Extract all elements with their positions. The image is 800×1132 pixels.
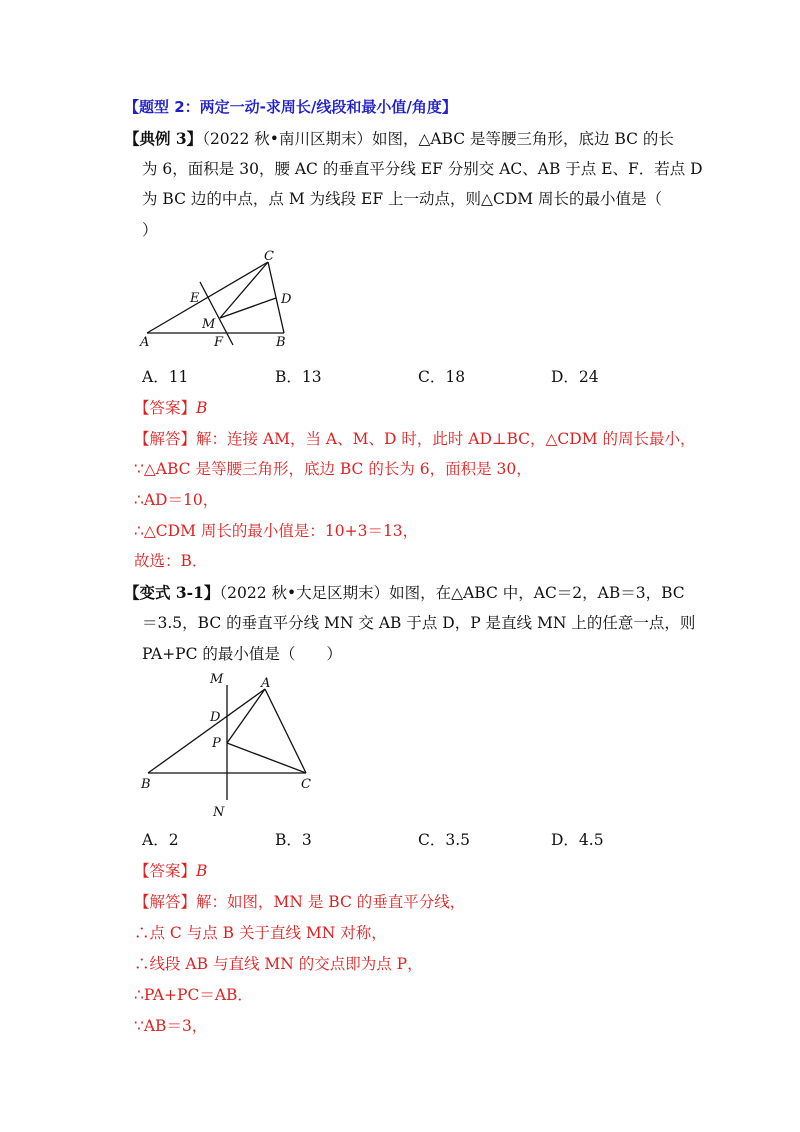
variant-text-1: （2022 秋•大足区期末）如图，在△ABC 中，AC＝2，AB＝3，BC (219, 584, 685, 602)
example3-tag: 【典例 3】 (124, 129, 203, 148)
segment-pa (227, 689, 265, 743)
example3-solution-1: 【解答】解：连接 AM，当 A、M、D 时，此时 AD⊥BC，△CDM 的周长最小， (134, 430, 696, 448)
label-b: B (141, 777, 151, 792)
example3-answer-value: B (196, 399, 208, 417)
label-m: M (202, 317, 216, 332)
example3-solution-4: ∴△CDM 周长的最小值是：10+3＝13， (134, 522, 419, 540)
variant-solution-4: ∴PA+PC＝AB． (134, 986, 253, 1004)
example3-solution-5: 故选：B． (134, 552, 208, 570)
label-m: M (210, 672, 224, 687)
variant-answer (134, 860, 207, 882)
variant-tag: 【变式 3-1】 (124, 583, 220, 602)
label-d: D (281, 292, 292, 307)
variant-solution-1: 【解答】解：如图，MN 是 BC 的垂直平分线， (134, 893, 466, 911)
label-c: C (264, 249, 274, 264)
variant-option-c: C．3.5 (418, 831, 471, 849)
example3-option-b: B．13 (275, 368, 322, 386)
label-d: D (210, 710, 221, 725)
example3-solution-2: ∵△ABC 是等腰三角形，底边 BC 的长为 6，面积是 30， (134, 460, 532, 478)
example3-line-4: ） (142, 221, 158, 239)
label-b: B (276, 335, 286, 350)
variant-answer-value: B (196, 862, 208, 880)
variant-line-3: PA+PC 的最小值是（ ） (142, 645, 342, 663)
example3-option-c: C．18 (418, 368, 466, 386)
label-n: N (213, 805, 225, 820)
variant-answer-label: 【答案】 (134, 862, 197, 880)
section-heading: 【题型 2：两定一动-求周长/线段和最小值/角度】 (124, 98, 457, 116)
label-f: F (214, 335, 224, 350)
label-a: A (140, 335, 150, 350)
variant-solution-3: ∴线段 AB 与直线 MN 的交点即为点 P， (134, 955, 423, 973)
variant-option-d: D．4.5 (551, 831, 604, 849)
label-c: C (301, 777, 311, 792)
variant-line-2: ＝3.5，BC 的垂直平分线 MN 交 AB 于点 D，P 是直线 MN 上的任意一点，则 (142, 614, 696, 632)
label-a: A (261, 676, 271, 691)
variant-option-b: B．3 (275, 831, 312, 849)
variant-solution-2: ∴点 C 与点 B 关于直线 MN 对称， (134, 924, 387, 942)
example3-option-d: D．24 (551, 368, 599, 386)
example3-text-1: （2022 秋•南川区期末）如图，△ABC 是等腰三角形，底边 BC 的长 (202, 130, 674, 148)
label-p: P (212, 736, 221, 751)
example3-option-a: A．11 (142, 368, 189, 386)
variant-solution-5: ∵AB＝3， (134, 1017, 208, 1035)
segment-ba (148, 689, 265, 773)
example3-line-2: 为 6，面积是 30，腰 AC 的垂直平分线 EF 分别交 AC、AB 于点 E、F．若点 D (142, 160, 703, 178)
example3-solution-3: ∴AD＝10， (134, 491, 219, 509)
example3-line-3: 为 BC 边的中点，点 M 为线段 EF 上一动点，则△CDM 周长的最小值是（ (142, 190, 663, 208)
example3-answer-label: 【答案】 (134, 399, 197, 417)
variant-option-a: A．2 (142, 831, 179, 849)
label-e: E (190, 291, 200, 306)
